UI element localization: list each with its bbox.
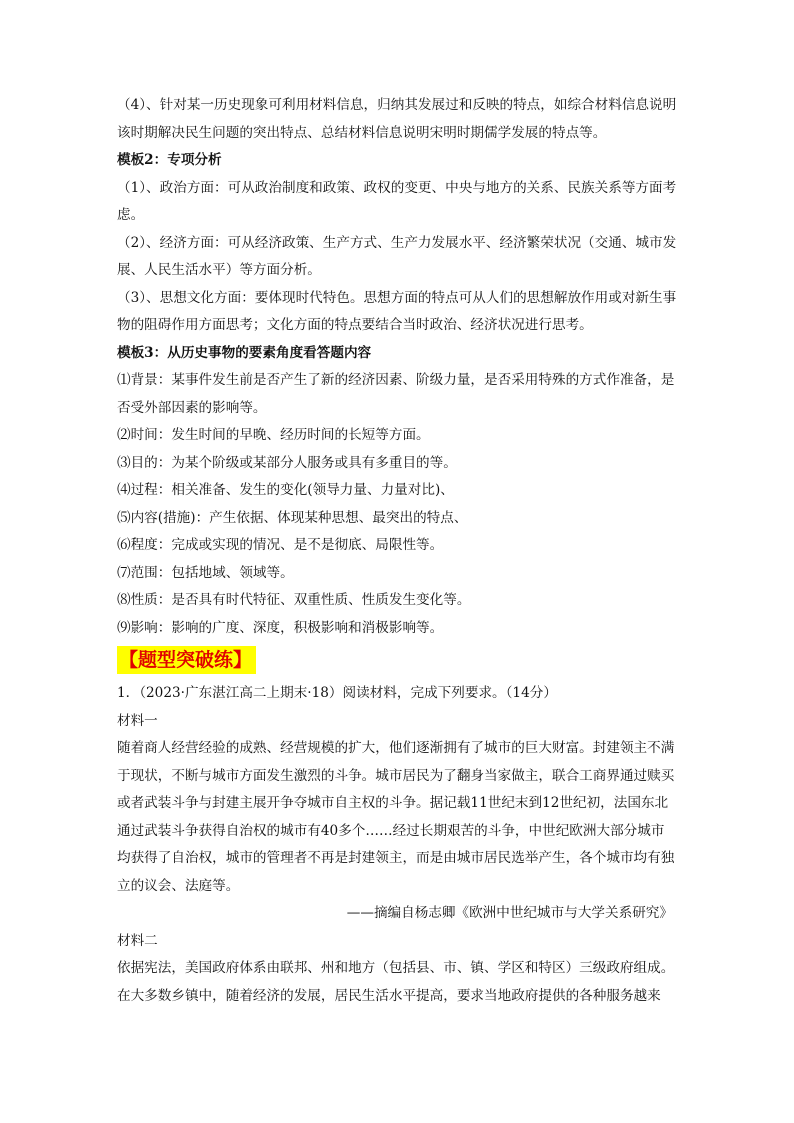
material-two-label: 材料二	[117, 932, 158, 949]
element-nature: ⑻性质：是否具有时代特征、双重性质、性质发生变化等。	[117, 592, 471, 608]
element-content: ⑸内容(措施)：产生依据、体现某种思想、最突出的特点、	[117, 509, 468, 526]
section-banner	[117, 646, 677, 676]
template2-heading: 模板2：专项分析	[117, 152, 222, 168]
template1-point4: （4）、针对某一历史现象可利用材料信息，归纳其发展过和反映的特点，如综合材料信息说明该时期解决民生问题的突出特点、总结材料信息说明宋明时期儒学发展的特点等。	[117, 97, 677, 141]
template3-heading: 模板3：从历史事物的要素角度看答题内容	[117, 344, 372, 361]
material-one-label: 材料一	[117, 712, 158, 729]
section-banner-label: 【题型突破练】	[117, 646, 256, 674]
culture-aspect: （3）、思想文化方面：要体现时代特色。思想方面的特点可从人们的思想解放作用或对新生事物的阻碍作用方面思考；文化方面的特点要结合当时政治、经济状况进行思考。	[117, 289, 677, 333]
economic-aspect: （2）、经济方面：可从经济政策、生产方式、生产力发展水平、经济繁荣状况（交通、城市发展、人民生活水平）等方面分析。	[117, 234, 677, 278]
element-purpose: ⑶目的：为某个阶级或某部分人服务或具有多重目的等。	[117, 454, 457, 471]
material-two-text: 依据宪法，美国政府体系由联邦、州和地方（包括县、市、镇、学区和特区）三级政府组成。在大多数乡镇中，随着经济的发展，居民生活水平提高，要求当地政府提供的各种服务越来	[117, 960, 675, 1004]
element-influence: ⑼影响：影响的广度、深度，积极影响和消极影响等。	[117, 619, 444, 636]
material-one-text: 随着商人经营经验的成熟、经营规模的扩大，他们逐渐拥有了城市的巨大财富。封建领主不满于现状，不断与城市方面发生激烈的斗争。城市居民为了翻身当家做主，联合工商界通过赎买或者武装斗争与封建主展开争夺城市自主权的斗争。据记载11世纪末到12世纪初，法国东北通过武装斗争获得自治权的城市有40多个……经过长期艰苦的斗争，中世纪欧洲大部分城市均获得了自治权，城市的管理者不再是封建领主，而是由城市居民选举产生，各个城市均有独立的议会、法庭等。	[117, 740, 675, 894]
element-process: ⑷过程：相关准备、发生的变化(领导力量、力量对比)、	[117, 482, 454, 498]
question-prompt: 1．（2023·广东湛江高二上期末·18）阅读材料，完成下列要求。（14分）	[117, 685, 557, 701]
element-background: ⑴背景：某事件发生前是否产生了新的经济因素、阶级力量，是否采用特殊的方式作准备，是否受外部因素的影响等。	[117, 372, 675, 416]
element-scope: ⑺范围：包括地域、领域等。	[117, 564, 294, 581]
material-one-source: ——摘编自杨志卿《欧洲中世纪城市与大学关系研究》	[346, 905, 673, 921]
element-time: ⑵时间：发生时间的早晚、经历时间的长短等方面。	[117, 427, 430, 443]
element-degree: ⑹程度：完成或实现的情况、是不是彻底、局限性等。	[117, 537, 444, 553]
page-content	[117, 92, 677, 1010]
political-aspect: （1）、政治方面：可从政治制度和政策、政权的变更、中央与地方的关系、民族关系等方面考虑。	[117, 179, 677, 223]
